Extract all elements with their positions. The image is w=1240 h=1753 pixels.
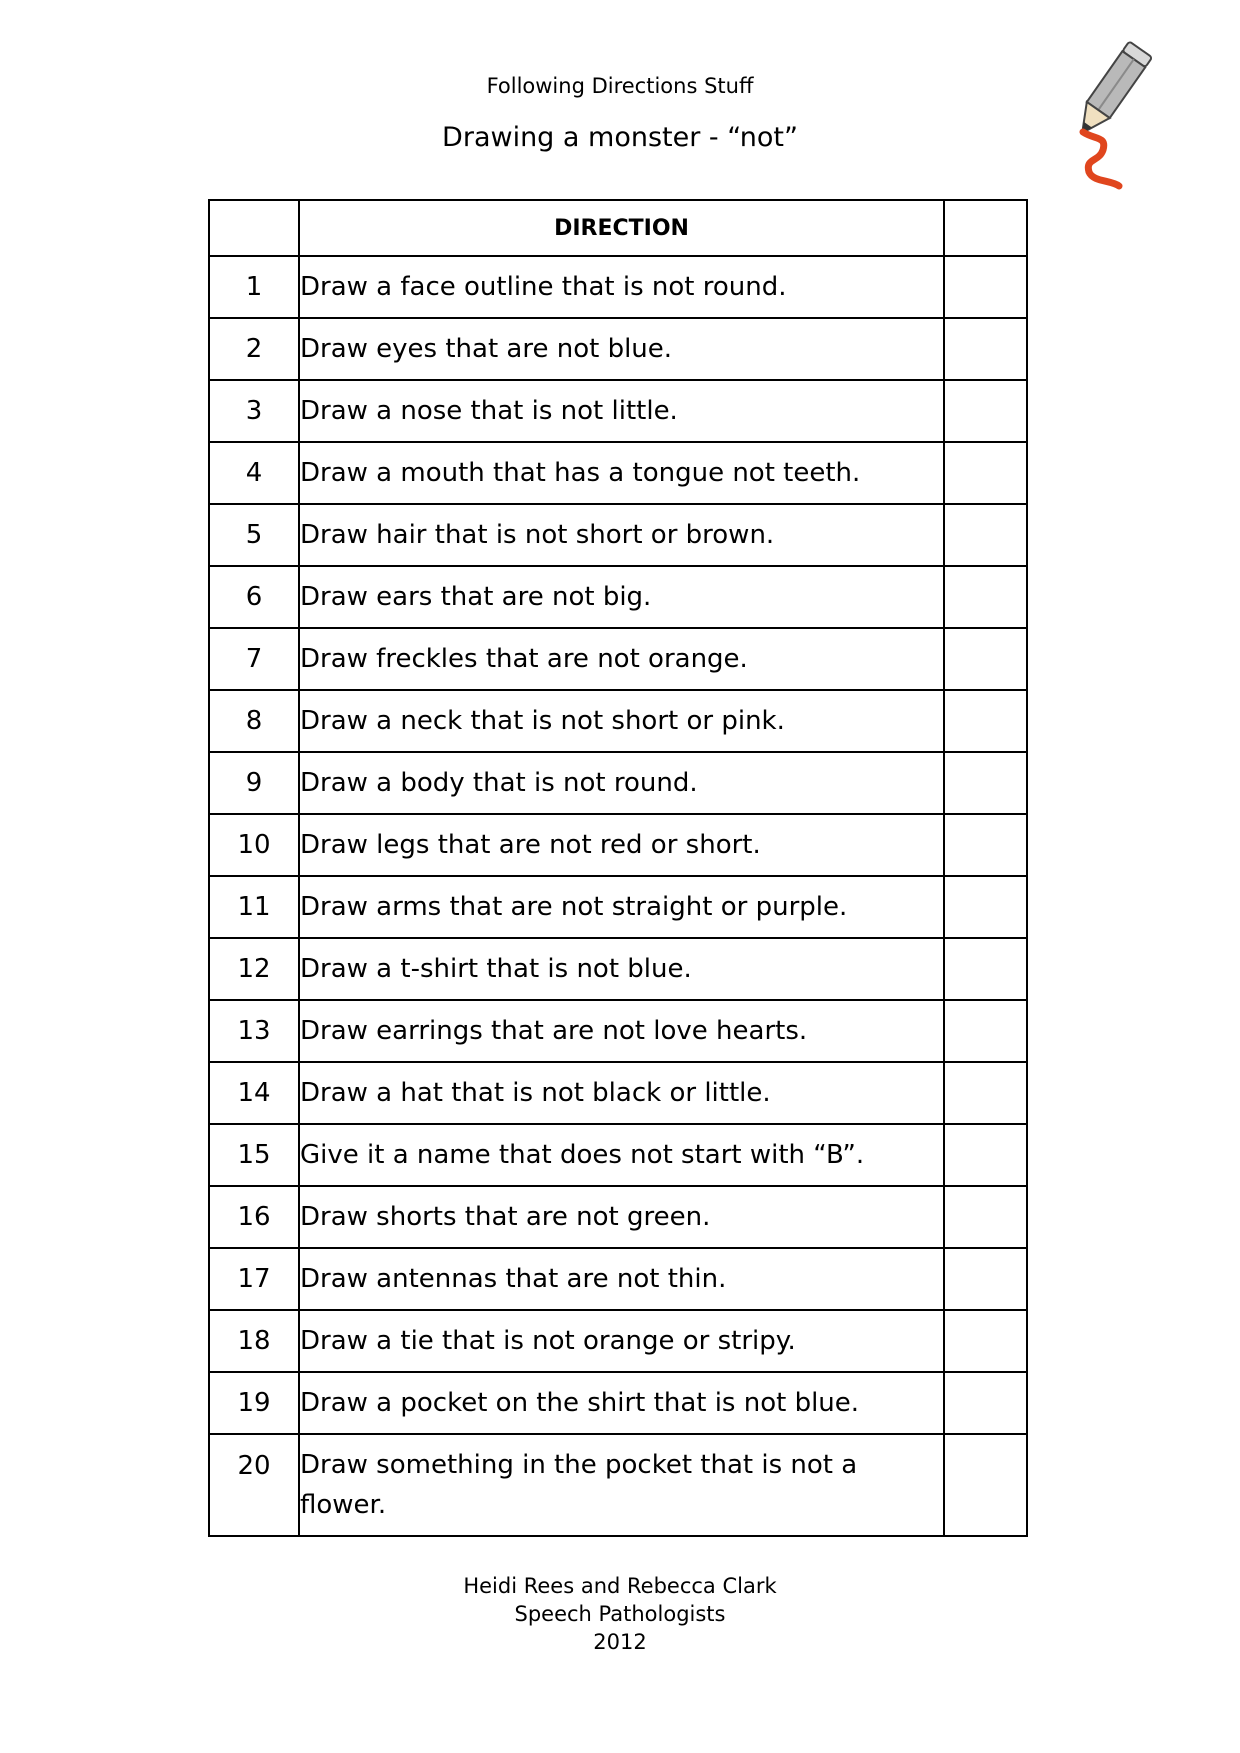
row-check-cell[interactable]	[944, 1062, 1027, 1124]
row-direction: Draw a hat that is not black or little.	[299, 1062, 944, 1124]
row-check-cell[interactable]	[944, 1186, 1027, 1248]
table-row	[209, 1434, 1027, 1536]
footer-role: Speech Pathologists	[514, 1602, 726, 1626]
check-column-header	[944, 200, 1027, 256]
row-number: 15	[209, 1124, 299, 1186]
row-direction: Draw legs that are not red or short.	[299, 814, 944, 876]
row-number: 19	[209, 1372, 299, 1434]
row-direction: Draw shorts that are not green.	[299, 1186, 944, 1248]
row-check-cell[interactable]	[944, 504, 1027, 566]
row-number: 3	[209, 380, 299, 442]
row-number: 9	[209, 752, 299, 814]
table-row	[209, 814, 1027, 876]
row-number: 13	[209, 1000, 299, 1062]
table-row	[209, 1124, 1027, 1186]
row-check-cell[interactable]	[944, 628, 1027, 690]
footer-year: 2012	[593, 1630, 647, 1654]
row-number: 10	[209, 814, 299, 876]
row-number: 6	[209, 566, 299, 628]
directions-table	[208, 199, 1028, 1537]
table-row	[209, 504, 1027, 566]
row-direction: Draw a tie that is not orange or stripy.	[299, 1310, 944, 1372]
row-direction: Draw eyes that are not blue.	[299, 318, 944, 380]
table-row	[209, 938, 1027, 1000]
row-direction: Give it a name that does not start with “B”.	[299, 1124, 944, 1186]
row-check-cell[interactable]	[944, 380, 1027, 442]
table-row	[209, 380, 1027, 442]
row-check-cell[interactable]	[944, 1310, 1027, 1372]
row-number: 2	[209, 318, 299, 380]
table-row	[209, 876, 1027, 938]
row-number: 18	[209, 1310, 299, 1372]
page-title: Drawing a monster - “not”	[442, 122, 798, 153]
row-check-cell[interactable]	[944, 1124, 1027, 1186]
row-check-cell[interactable]	[944, 1434, 1027, 1536]
row-check-cell[interactable]	[944, 1000, 1027, 1062]
row-check-cell[interactable]	[944, 938, 1027, 1000]
table-row	[209, 318, 1027, 380]
table-row	[209, 256, 1027, 318]
row-direction: Draw something in the pocket that is not a flower.	[299, 1434, 944, 1536]
footer-authors: Heidi Rees and Rebecca Clark	[463, 1574, 777, 1598]
table-row	[209, 1248, 1027, 1310]
table-row	[209, 628, 1027, 690]
row-direction: Draw ears that are not big.	[299, 566, 944, 628]
row-check-cell[interactable]	[944, 442, 1027, 504]
row-direction: Draw hair that is not short or brown.	[299, 504, 944, 566]
row-check-cell[interactable]	[944, 876, 1027, 938]
row-number: 17	[209, 1248, 299, 1310]
row-check-cell[interactable]	[944, 1372, 1027, 1434]
row-check-cell[interactable]	[944, 814, 1027, 876]
table-row	[209, 752, 1027, 814]
row-check-cell[interactable]	[944, 566, 1027, 628]
table-row	[209, 1186, 1027, 1248]
row-direction: Draw a mouth that has a tongue not teeth.	[299, 442, 944, 504]
row-check-cell[interactable]	[944, 1248, 1027, 1310]
row-number: 20	[209, 1434, 299, 1536]
row-number: 7	[209, 628, 299, 690]
row-check-cell[interactable]	[944, 318, 1027, 380]
page-header-title: Following Directions Stuff	[486, 74, 754, 98]
pencil-icon	[1055, 40, 1165, 190]
row-number: 12	[209, 938, 299, 1000]
table-row	[209, 690, 1027, 752]
table-row	[209, 1000, 1027, 1062]
row-direction: Draw a t-shirt that is not blue.	[299, 938, 944, 1000]
table-row	[209, 1372, 1027, 1434]
table-row	[209, 566, 1027, 628]
row-direction: Draw a body that is not round.	[299, 752, 944, 814]
row-number: 1	[209, 256, 299, 318]
direction-column-header: DIRECTION	[299, 200, 944, 256]
row-direction: Draw a nose that is not little.	[299, 380, 944, 442]
row-direction: Draw a neck that is not short or pink.	[299, 690, 944, 752]
row-direction: Draw earrings that are not love hearts.	[299, 1000, 944, 1062]
row-number: 5	[209, 504, 299, 566]
row-number: 16	[209, 1186, 299, 1248]
row-direction: Draw arms that are not straight or purple.	[299, 876, 944, 938]
table-row	[209, 442, 1027, 504]
row-number: 8	[209, 690, 299, 752]
row-direction: Draw a pocket on the shirt that is not blue.	[299, 1372, 944, 1434]
row-number: 11	[209, 876, 299, 938]
row-check-cell[interactable]	[944, 256, 1027, 318]
row-check-cell[interactable]	[944, 690, 1027, 752]
row-direction: Draw antennas that are not thin.	[299, 1248, 944, 1310]
footer	[0, 1572, 1240, 1656]
number-column-header	[209, 200, 299, 256]
table-row	[209, 1062, 1027, 1124]
table-row	[209, 1310, 1027, 1372]
row-check-cell[interactable]	[944, 752, 1027, 814]
row-number: 14	[209, 1062, 299, 1124]
row-number: 4	[209, 442, 299, 504]
row-direction: Draw a face outline that is not round.	[299, 256, 944, 318]
row-direction: Draw freckles that are not orange.	[299, 628, 944, 690]
table-header-row	[209, 200, 1027, 256]
